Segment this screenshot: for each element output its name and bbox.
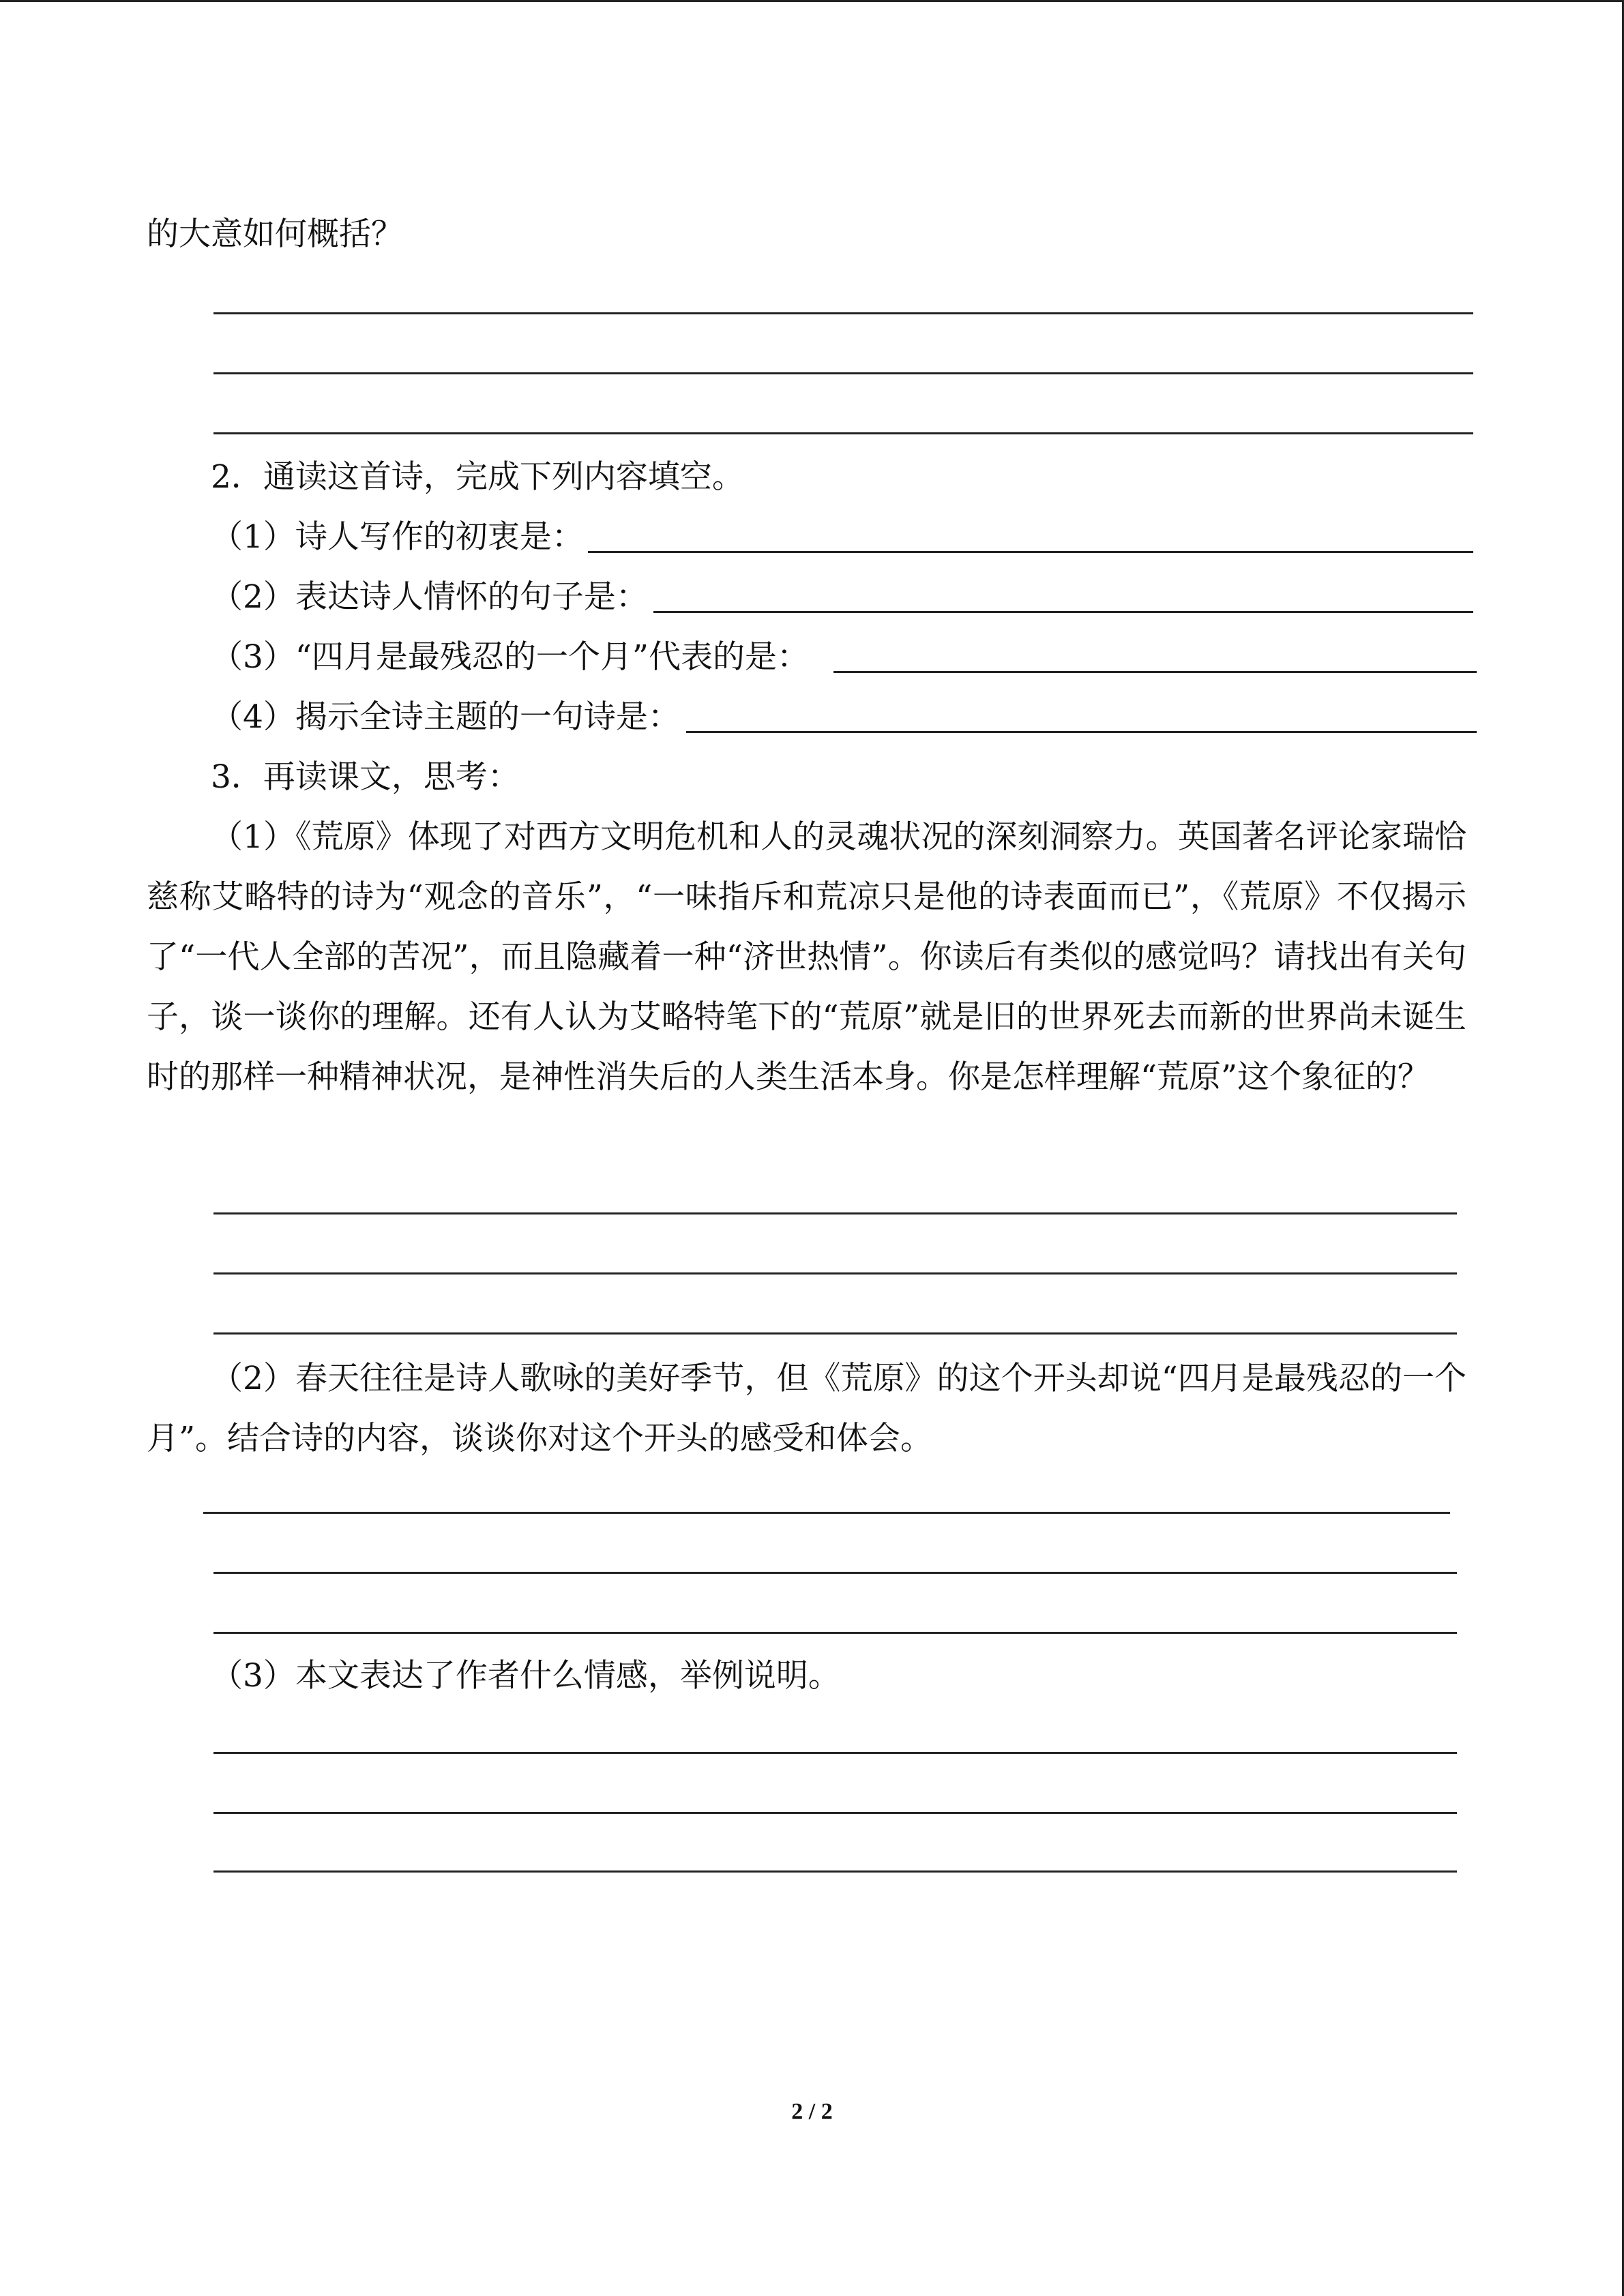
answer-line[interactable] [213, 1632, 1457, 1634]
fill-blank-1[interactable] [588, 551, 1473, 553]
answer-line[interactable] [213, 1870, 1457, 1873]
answer-line[interactable] [203, 1512, 1450, 1514]
page-number: 2 / 2 [791, 2099, 833, 2124]
q1-tail-text: 的大意如何概括？ [147, 215, 403, 253]
fill-blank-4[interactable] [686, 731, 1477, 733]
answer-line[interactable] [213, 1272, 1457, 1274]
fill-blank-2[interactable] [653, 611, 1473, 613]
answer-line[interactable] [213, 1212, 1457, 1214]
q3-sub3-text: （3）本文表达了作者什么情感，举例说明。 [211, 1657, 840, 1695]
q2-item-2: （2）表达诗人情怀的句子是： [211, 578, 648, 616]
q3-heading: 3．再读课文，思考： [211, 758, 520, 796]
q2-item-4: （4）揭示全诗主题的一句诗是： [211, 698, 680, 736]
q3-sub1-text: （1）《荒原》体现了对西方文明危机和人的灵魂状况的深刻洞察力。英国著名评论家瑞恰慈称艾略特的诗为“观念的音乐”，“一味指斥和荒凉只是他的诗表面而已”，《荒原》不仅揭示了“一代人全部的苦况”，而且隐藏着一种“济世热情”。你读后有类似的感觉吗？请找出有关句子，谈一谈你的理解。还有人认为艾略特笔下的“荒原”就是旧的世界死去而新的世界尚未诞生时的那样一种精神状况，是神性消失后的人类生活本身。你是怎样理解“荒原”这个象征的？ [147, 818, 1466, 1096]
fill-blank-3[interactable] [833, 671, 1477, 673]
answer-line[interactable] [213, 432, 1473, 434]
q2-item-3: （3）“四月是最残忍的一个月”代表的是： [211, 638, 809, 676]
q2-item-1: （1）诗人写作的初衷是： [211, 518, 584, 556]
q3-sub2-text: （2）春天往往是诗人歌咏的美好季节，但《荒原》的这个开头却说“四月是最残忍的一个月”。结合诗的内容，谈谈你对这个开头的感受和体会。 [147, 1360, 1466, 1457]
answer-line[interactable] [213, 312, 1473, 314]
answer-line[interactable] [213, 1332, 1457, 1335]
answer-line[interactable] [213, 372, 1473, 374]
answer-line[interactable] [213, 1572, 1457, 1574]
q2-heading: 2．通读这首诗，完成下列内容填空。 [211, 458, 744, 496]
answer-line[interactable] [213, 1752, 1457, 1754]
answer-line[interactable] [213, 1812, 1457, 1814]
